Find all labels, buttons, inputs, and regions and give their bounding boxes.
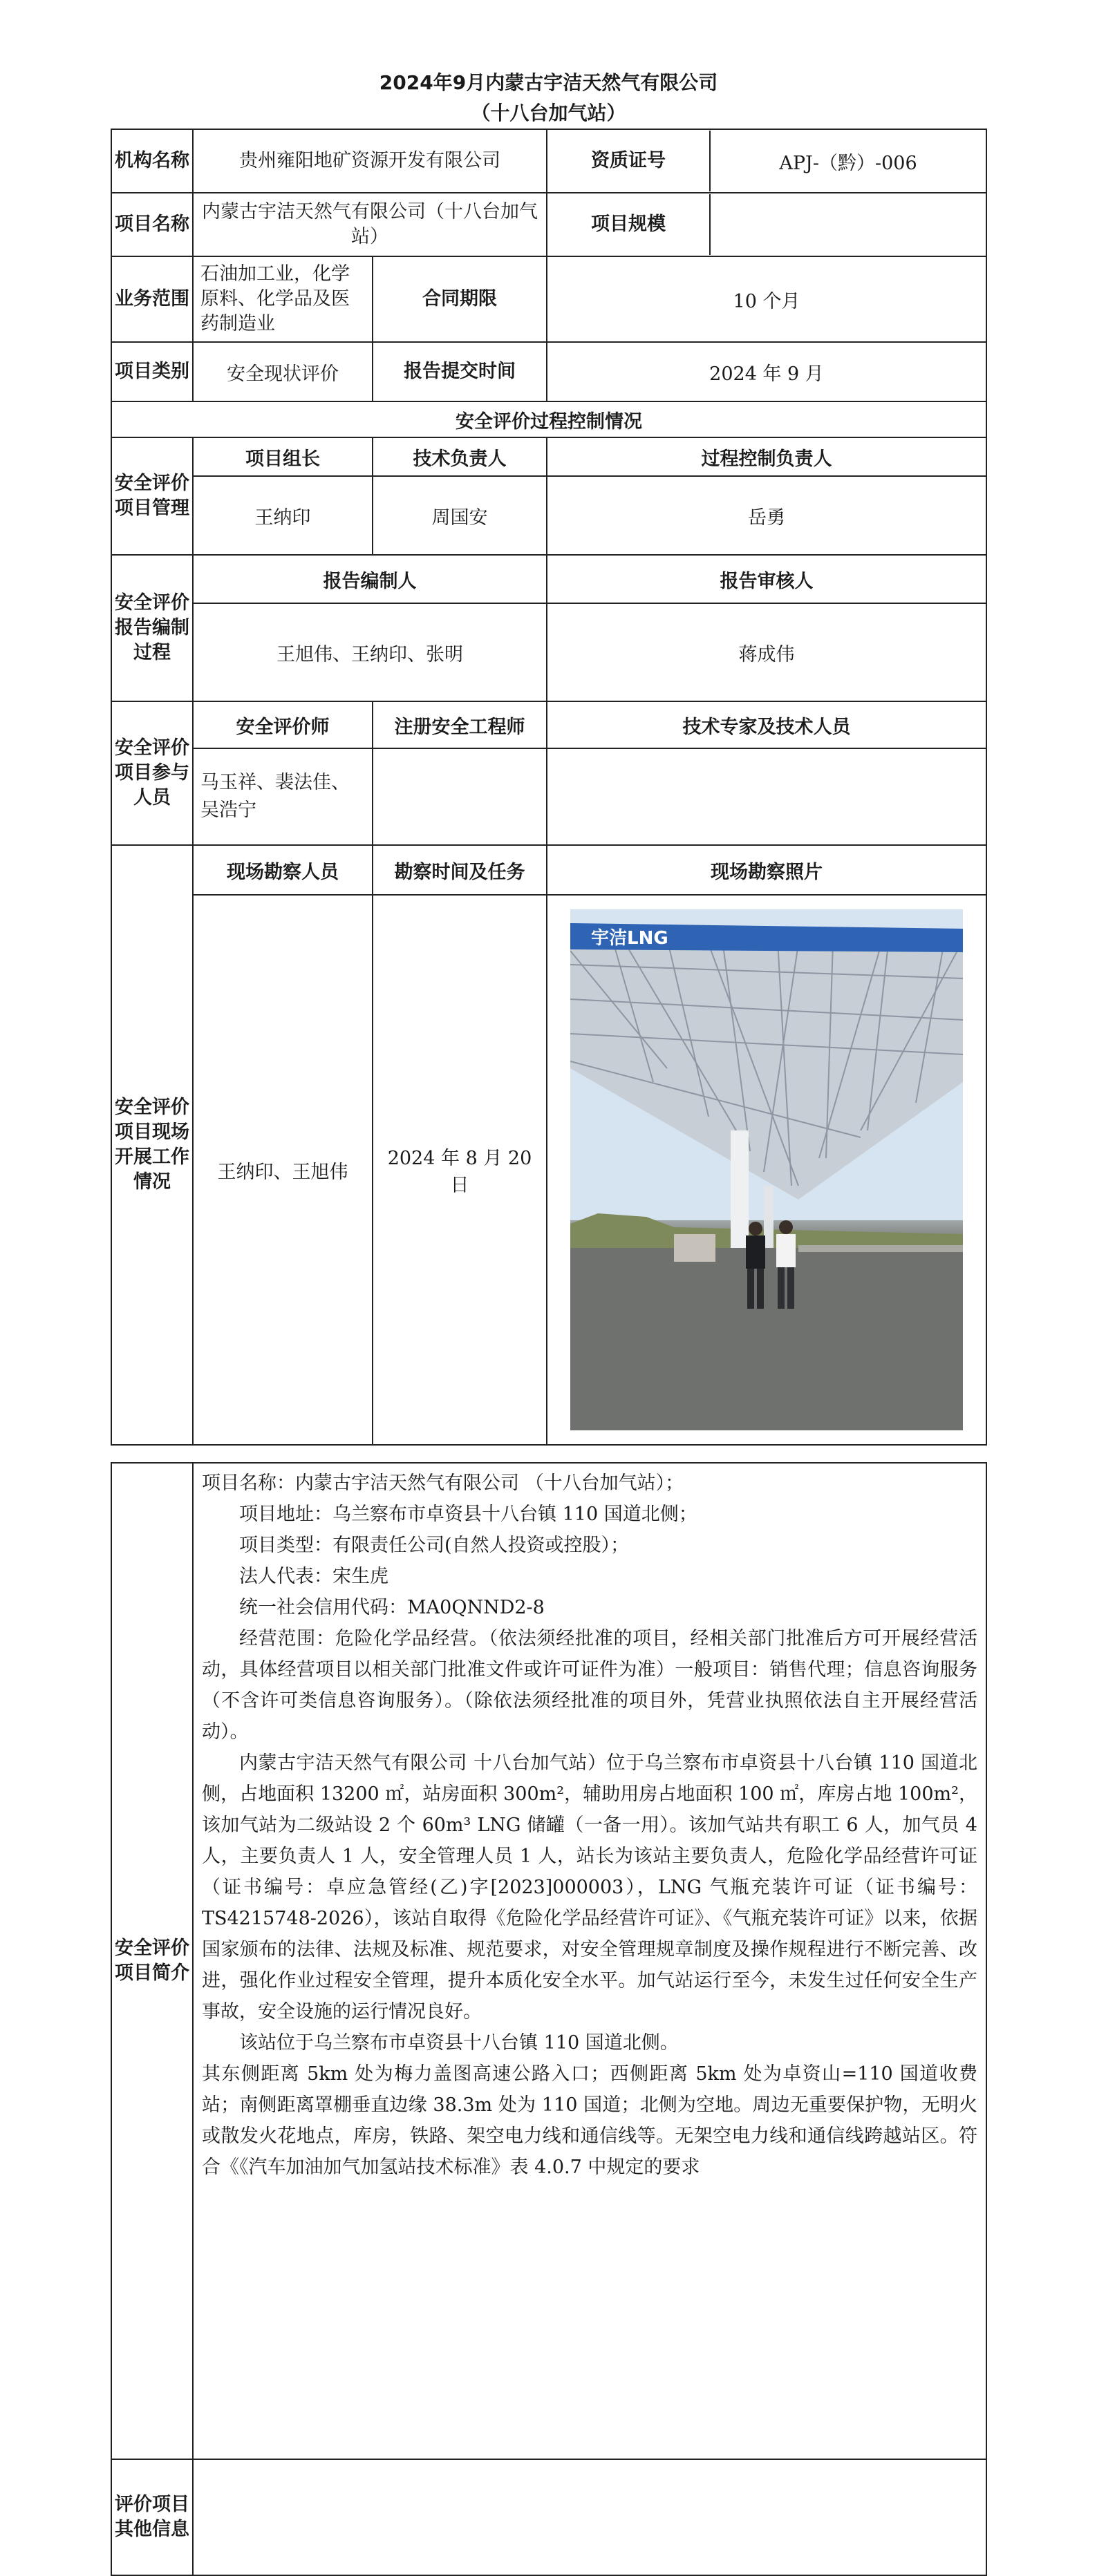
table-row — [111, 476, 986, 555]
main-table — [111, 129, 987, 1446]
table-row — [111, 342, 986, 401]
biz-value: 石油加工业，化学原料、化学品及医药制造业 — [193, 256, 373, 342]
submit-label: 报告提交时间 — [373, 342, 547, 401]
site-header-people: 现场勘察人员 — [193, 845, 373, 895]
qual-label: 资质证号 — [547, 131, 711, 191]
intro-paragraph: 其东侧距离 5km 处为梅力盖图高速公路入口；西侧距离 5km 处为卓资山=110 国道收费站；南侧距离罩棚垂直边缘 38.3m 处为 110 国道；北侧为空地。周边无重要保护物，无明火或散发火花地点，库房，铁路、架空电力线和通信线等。无架空电力线和通信线跨越站区。符合《《汽车加油加气加氢站技术标准》表 4.0.7 中规定的要求 — [202, 2063, 977, 2178]
staff-assessors: 马玉祥、裴法佳、吴浩宁 — [193, 748, 373, 845]
staff-header-assessor: 安全评价师 — [193, 701, 373, 748]
mgmt-tech: 周国安 — [373, 476, 547, 555]
proj-label: 项目名称 — [111, 193, 193, 256]
mgmt-label: 安全评价项目管理 — [111, 437, 193, 555]
site-label: 安全评价项目现场开展工作情况 — [111, 845, 193, 1445]
scale-value — [711, 194, 986, 255]
period-label: 合同期限 — [373, 256, 547, 342]
intro-label: 安全评价项目简介 — [111, 1463, 193, 2459]
type-value: 安全现状评价 — [193, 342, 373, 401]
mgmt-header-control: 过程控制负责人 — [547, 437, 986, 476]
proj-value: 内蒙古宇洁天然气有限公司（十八台加气站） — [193, 193, 547, 256]
mgmt-control: 岳勇 — [547, 476, 986, 555]
staff-engineers — [373, 748, 547, 845]
page-subtitle: （十八台加气站） — [471, 102, 626, 124]
site-people: 王纳印、王旭伟 — [193, 895, 373, 1445]
intro-paragraph: 项目名称：内蒙古宇洁天然气有限公司 （十八台加气站）； — [202, 1472, 684, 1494]
org-label: 机构名称 — [111, 129, 193, 193]
intro-paragraph: 内蒙古宇洁天然气有限公司 十八台加气站）位于乌兰察布市卓资县十八台镇 110 国道北侧，占地面积 13200 ㎡，站房面积 300m²，辅助用房占地面积 100 ㎡，库房占地 100m²，该加气站为二级站设 2 个 60m³ LNG 储罐（一备一用）。该加气站共有职工 6 人，加气员 4 人，主要负责人 1 人，安全管理人员 1 人，站长为该站主要负责人，危险化学品经营许可证（证书编号：卓应急管经(乙)字[2023]000003），LNG 气瓶充装许可证（证书编号：TS4215748-2026），该站自取得《危险化学品经营许可证》、《气瓶充装许可证》以来，依据国家颁布的法律、法规及标准、规范要求，对安全管理规章制度及操作规程进行不断完善、改进，强化作业过程安全管理，提升本质化安全水平。加气站运行至今，未发生过任何安全生产事故，安全设施的运行情况良好。 — [202, 1752, 977, 2023]
table-row — [111, 701, 986, 748]
other-value — [193, 2459, 986, 2575]
report-label: 安全评价报告编制过程 — [111, 555, 193, 701]
scale-cell — [547, 193, 986, 256]
qual-value: APJ-（黔）-006 — [779, 152, 917, 174]
staff-header-expert: 技术专家及技术人员 — [547, 701, 986, 748]
table-row — [111, 555, 986, 603]
org-value: 贵州雍阳地矿资源开发有限公司 — [193, 129, 547, 193]
submit-value: 2024 年 9 月 — [547, 342, 986, 401]
period-value: 10 个月 — [547, 256, 986, 342]
staff-header-engineer: 注册安全工程师 — [373, 701, 547, 748]
intro-table — [111, 1462, 987, 2576]
site-time: 2024 年 8 月 20 日 — [373, 895, 547, 1445]
table-row — [111, 256, 986, 342]
mgmt-header-leader: 项目组长 — [193, 437, 373, 476]
photo-sign-text: 宇洁LNG — [591, 928, 668, 949]
staff-experts — [547, 748, 986, 845]
page-title: 2024年9月内蒙古宇洁天然气有限公司 — [379, 71, 718, 94]
table-row — [111, 1463, 986, 2459]
report-reviewer: 蒋成伟 — [547, 603, 986, 701]
staff-label: 安全评价项目参与人员 — [111, 701, 193, 845]
biz-label: 业务范围 — [111, 256, 193, 342]
site-photo — [570, 909, 963, 1430]
report-header-writer: 报告编制人 — [193, 555, 547, 603]
intro-paragraph: 项目地址：乌兰察布市卓资县十八台镇 110 国道北侧； — [239, 1504, 697, 1525]
site-header-photo: 现场勘察照片 — [547, 845, 986, 895]
mgmt-leader: 王纳印 — [193, 476, 373, 555]
report-header-reviewer: 报告审核人 — [547, 555, 986, 603]
intro-paragraph: 项目类型：有限责任公司(自然人投资或控股）； — [239, 1535, 630, 1556]
type-label: 项目类别 — [111, 342, 193, 401]
intro-paragraph: 法人代表：宋生虎 — [239, 1566, 388, 1587]
table-row — [111, 193, 986, 256]
table-row — [111, 401, 986, 437]
table-row — [111, 845, 986, 895]
intro-paragraph: 该站位于乌兰察布市卓资县十八台镇 110 国道北侧。 — [239, 2032, 679, 2054]
process-section-title: 安全评价过程控制情况 — [111, 401, 986, 437]
intro-content — [193, 1463, 986, 2459]
intro-paragraph: 经营范围：危险化学品经营。（依法须经批准的项目，经相关部门批准后方可开展经营活动，具体经营项目以相关部门批准文件或许可证件为准）一般项目：销售代理；信息咨询服务（不含许可类信息咨询服务）。（除依法须经批准的项目外，凭营业执照依法自主开展经营活动）。 — [202, 1628, 977, 1743]
table-row — [111, 603, 986, 701]
table-row — [111, 2459, 986, 2575]
intro-paragraph: 统一社会信用代码：MA0QNND2-8 — [239, 1597, 545, 1618]
other-label: 评价项目其他信息 — [111, 2459, 193, 2575]
gas-station-photo-drawing — [570, 909, 963, 1430]
site-header-time: 勘察时间及任务 — [373, 845, 547, 895]
table-row — [111, 895, 986, 1445]
report-writers: 王旭伟、王纳印、张明 — [193, 603, 547, 701]
scale-label: 项目规模 — [547, 194, 711, 255]
mgmt-header-tech: 技术负责人 — [373, 437, 547, 476]
table-row — [111, 129, 986, 193]
table-row — [111, 437, 986, 476]
table-row — [111, 748, 986, 845]
qual-cell — [547, 129, 986, 193]
site-photo-cell — [547, 895, 986, 1445]
